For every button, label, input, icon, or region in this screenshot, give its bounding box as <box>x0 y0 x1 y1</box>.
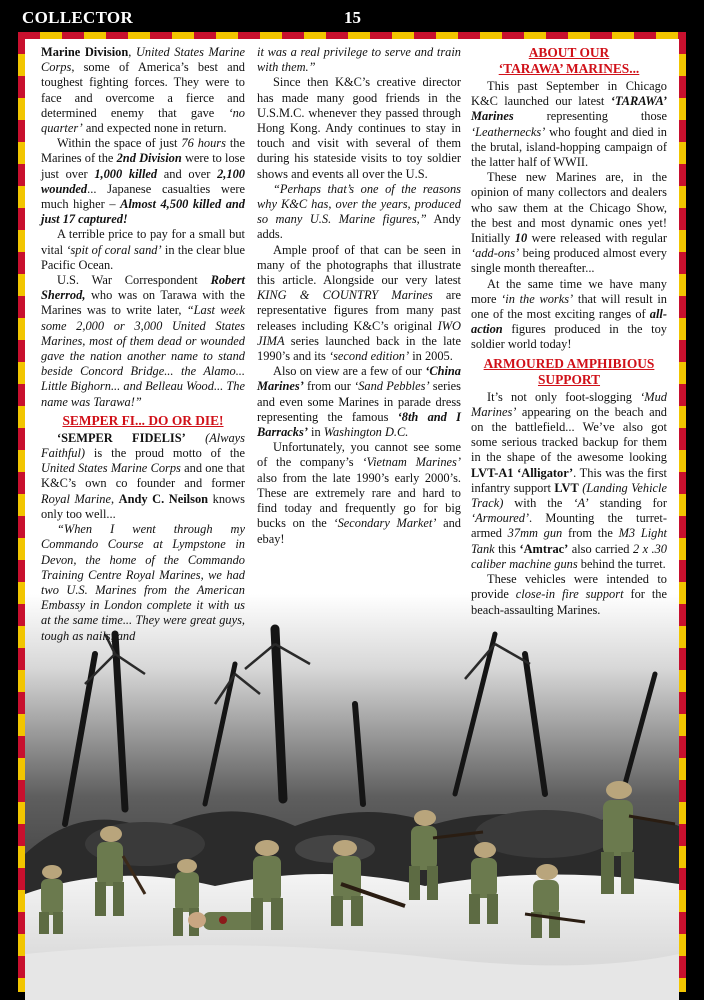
striped-border-right <box>679 32 686 992</box>
column-1 <box>41 45 245 644</box>
heading-line: ‘TARAWA’ MARINES... <box>498 61 640 76</box>
section-heading-armoured <box>471 356 667 388</box>
striped-border-top <box>18 32 686 39</box>
paragraph: “When I went through my Commando Course at Lympstone in Devon, the home of the Commando Training Centre Royal Marines, we had two U.S. Marines from the American Embassy in London complete it with us at the same time... They were great guys, tough as nails, and <box>41 522 245 643</box>
magazine-title: COLLECTOR <box>22 8 134 27</box>
paragraph: Ample proof of that can be seen in many of the photographs that illustrate this article. Alongside our very latest KING & COUNTRY Marines are representative figures from many past releases including K&C’s original IWO JIMA series launched back in the late 1990’s and its ‘second edition’ in 2005. <box>257 242 461 364</box>
heading-line: SUPPORT <box>537 371 601 387</box>
paragraph: Since then K&C’s creative director has made many good friends in the U.S.M.C. whenever they passed through Hong Kong. Andy continues to stay in touch and visit with several of them during his stateside visits to toy soldier shows and events all over the U.S. <box>257 75 461 181</box>
article-body <box>25 39 679 1000</box>
paragraph: “Perhaps that’s one of the reasons why K&C has, over the years, produced so many U.S. Marine figures,” Andy adds. <box>257 181 461 242</box>
paragraph: It’s not only foot-slogging ‘Mud Marines’ appearing on the beach and on the battlefield... We’ve also got some serious tracked backup for them in the shape of the awesome looking LVT-A1 ‘Alligator’. This was the first infantry support LVT (Landing Vehicle Track) with the ‘A’ standing for ‘Armoured’. Mounting the turret-armed 37mm gun from the M3 Light Tank this ‘Amtrac’ also carried 2 x .30 caliber machine guns behind the turret. <box>471 389 667 571</box>
heading-line: ARMOURED AMPHIBIOUS <box>483 355 655 371</box>
paragraph: ‘SEMPER FIDELIS’ (Always Faithful) is the proud motto of the United States Marine Corps and one that K&C’s own co founder and former Royal Marine, Andy C. Neilson knows only too well... <box>41 430 246 521</box>
paragraph: At the same time we have many more ‘in the works’ that will result in one of the most exciting ranges of all-action figures produced in the toy soldier world today! <box>471 276 667 352</box>
section-heading-about <box>471 45 667 77</box>
section-heading: SEMPER FI... DO OR DIE! <box>62 412 224 428</box>
paragraph: This past September in Chicago K&C launched our latest ‘TARAWA’ Marines representing those ‘Leathernecks’ who fought and died in the brutal, island-hopping campaign of the latter half of WWII. <box>471 79 667 170</box>
page-number: 15 <box>344 8 361 27</box>
column-2 <box>257 45 461 547</box>
paragraph: Also on view are a few of our ‘China Marines’ from our ‘Sand Pebbles’ series and even some Marines in parade dress representing the famous ‘8th and I Barracks’ in Washington D.C. <box>257 364 462 440</box>
page-header <box>0 0 704 30</box>
paragraph: Within the space of just 76 hours the Marines of the 2nd Division were to lose just over 1,000 killed and over 2,100 wounded... Japanese casualties were much higher – Almost 4,500 killed and just 17 captured! <box>41 136 245 227</box>
battle-diorama-photo <box>25 594 679 1000</box>
paragraph: A terrible price to pay for a small but vital ‘spit of coral sand’ in the clear blue Pacific Ocean. <box>41 227 245 272</box>
paragraph: U.S. War Correspondent Robert Sherrod, who was on Tarawa with the Marines was to write later, “Last week some 2,000 or 3,000 United States Marines, most of them dead or wounded gave the nation another name to stand beside Concord Bridge... the Alamo... Little Bighorn... and Belleau Wood... The name was Tarawa!” <box>41 273 245 409</box>
paragraph: These new Marines are, in the opinion of many collectors and dealers who saw them at the Chicago Show, the best and most dynamic ones yet! Initially 10 were released with regular ‘add-ons’ being produced almost every single month thereafter... <box>471 170 667 276</box>
paragraph: it was a real privilege to serve and train with them.” <box>257 45 461 75</box>
column-3 <box>471 45 667 618</box>
paragraph: Marine Division, United States Marine Corps, some of America’s best and toughest fighting forces. They were to face and overcome a fierce and determined enemy that gave ‘no quarter’ and expected none in return. <box>41 45 246 136</box>
striped-border-left <box>18 32 25 992</box>
paragraph: These vehicles were intended to provide close-in fire support for the beach-assaulting Marines. <box>471 572 667 617</box>
paragraph: Unfortunately, you cannot see some of the company’s ‘Vietnam Marines’ also from the late 1990’s early 2000’s. These are extremely rare and hard to find today and frequently go for big bucks on the ‘Secondary Market’ and ebay! <box>257 440 461 546</box>
heading-line: ABOUT OUR <box>528 45 610 60</box>
